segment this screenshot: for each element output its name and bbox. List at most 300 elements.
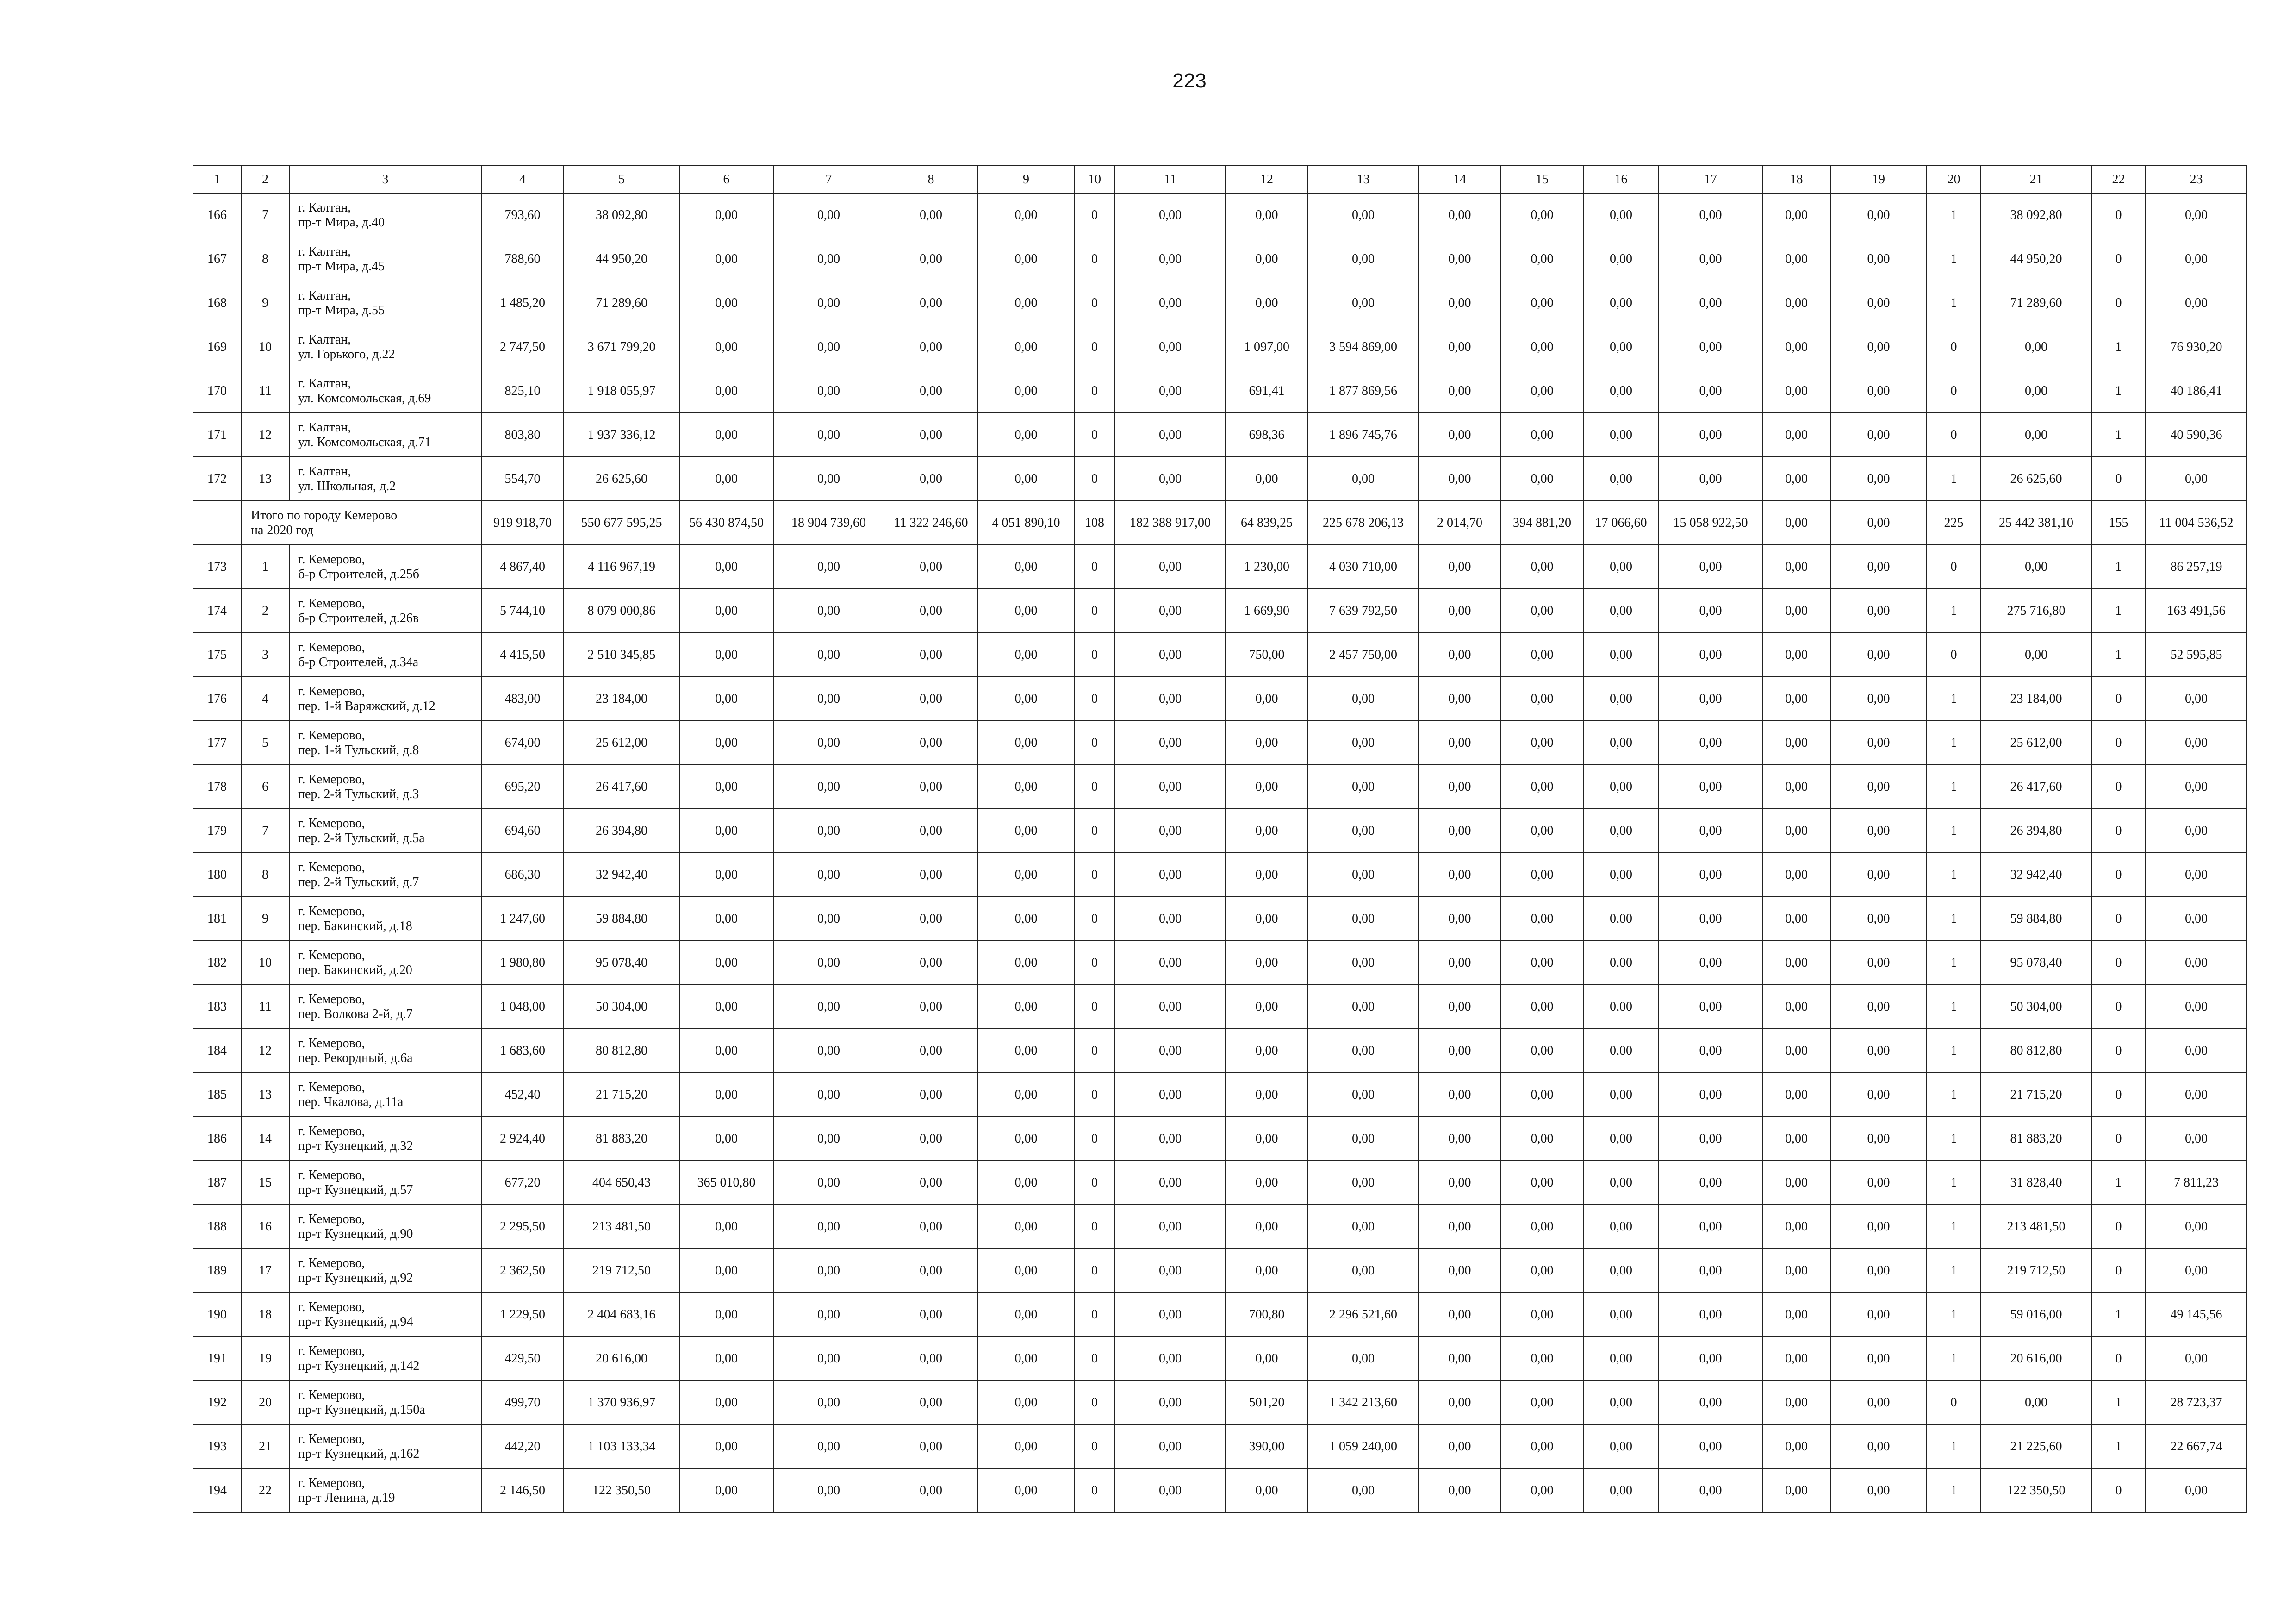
value-cell: 0,00 — [1762, 369, 1830, 413]
value-cell: 0 — [1074, 1380, 1115, 1424]
value-cell: 0,00 — [1981, 633, 2091, 677]
table-row — [193, 1029, 2247, 1073]
value-cell: 0,00 — [1583, 237, 1659, 281]
value-cell: 0,00 — [1115, 1029, 1226, 1073]
value-cell: 0,00 — [1762, 721, 1830, 765]
value-cell: 0 — [1927, 545, 1981, 589]
value-cell: 0,00 — [773, 1161, 884, 1205]
value-cell: 1 048,00 — [481, 985, 564, 1029]
cell-line-1: г. Кемерово, — [298, 1299, 365, 1314]
value-cell: 0 — [2091, 677, 2146, 721]
value-cell: 0,00 — [1583, 853, 1659, 897]
value-cell: 3 594 869,00 — [1308, 325, 1419, 369]
cell-line-2: пр-т Мира, д.45 — [298, 259, 385, 274]
address-cell — [289, 237, 481, 281]
column-header: 5 — [564, 166, 679, 193]
value-cell: 0 — [1074, 985, 1115, 1029]
table-row — [193, 985, 2247, 1029]
value-cell: 0,00 — [773, 413, 884, 457]
value-cell: 0,00 — [2146, 809, 2247, 853]
value-cell: 0,00 — [1583, 677, 1659, 721]
value-cell: 0,00 — [884, 1073, 978, 1117]
value-cell: 0,00 — [1308, 237, 1419, 281]
value-cell: 1 230,00 — [1226, 545, 1308, 589]
value-cell: 0,00 — [1501, 633, 1583, 677]
cell-line-1: г. Кемерово, — [298, 816, 365, 831]
value-cell: 50 304,00 — [564, 985, 679, 1029]
cell-line-2: пер. 2-й Тульский, д.3 — [298, 787, 419, 801]
value-cell: 0,00 — [1308, 809, 1419, 853]
value-cell: 0,00 — [1501, 1249, 1583, 1293]
value-cell: 686,30 — [481, 853, 564, 897]
value-cell: 1 342 213,60 — [1308, 1380, 1419, 1424]
value-cell: 0,00 — [978, 941, 1074, 985]
value-cell: 0,00 — [1830, 1293, 1927, 1337]
value-cell: 0,00 — [1762, 853, 1830, 897]
value-cell: 0,00 — [978, 1205, 1074, 1249]
value-cell: 0,00 — [1583, 281, 1659, 325]
value-cell: 429,50 — [481, 1337, 564, 1380]
row-number-cell: 173 — [193, 545, 241, 589]
value-cell: 0,00 — [679, 897, 773, 941]
value-cell: 7 811,23 — [2146, 1161, 2247, 1205]
value-cell: 1 — [1927, 1117, 1981, 1161]
value-cell: 1 — [1927, 237, 1981, 281]
value-cell: 1 669,90 — [1226, 589, 1308, 633]
cell-line-1: г. Кемерово, — [298, 904, 365, 918]
value-cell: 0,00 — [1583, 633, 1659, 677]
value-cell: 0,00 — [679, 853, 773, 897]
cell-line-1: г. Кемерово, — [298, 640, 365, 655]
value-cell: 0,00 — [884, 1337, 978, 1380]
value-cell: 2 747,50 — [481, 325, 564, 369]
value-cell: 0,00 — [1762, 1205, 1830, 1249]
item-number-cell: 8 — [241, 853, 289, 897]
value-cell: 0,00 — [1762, 633, 1830, 677]
value-cell: 26 394,80 — [1981, 809, 2091, 853]
table-row — [193, 193, 2247, 237]
value-cell: 0,00 — [773, 985, 884, 1029]
value-cell: 0,00 — [1501, 765, 1583, 809]
value-cell: 0,00 — [1659, 413, 1762, 457]
value-cell: 0 — [2091, 1029, 2146, 1073]
value-cell: 0,00 — [679, 721, 773, 765]
column-header: 15 — [1501, 166, 1583, 193]
value-cell: 0,00 — [773, 721, 884, 765]
value-cell: 44 950,20 — [564, 237, 679, 281]
value-cell: 0,00 — [1308, 1161, 1419, 1205]
value-cell: 0,00 — [1659, 1161, 1762, 1205]
value-cell: 2 924,40 — [481, 1117, 564, 1161]
value-cell: 213 481,50 — [564, 1205, 679, 1249]
value-cell: 0,00 — [1762, 809, 1830, 853]
value-cell: 0,00 — [773, 1073, 884, 1117]
value-cell: 1 — [1927, 193, 1981, 237]
value-cell: 0,00 — [1583, 1073, 1659, 1117]
value-cell: 0,00 — [1308, 1249, 1419, 1293]
value-cell: 81 883,20 — [1981, 1117, 2091, 1161]
cell-line-2: пер. Бакинский, д.18 — [298, 918, 412, 933]
table-row — [193, 1468, 2247, 1512]
cell-line-1: г. Кемерово, — [298, 1431, 365, 1446]
value-cell: 59 016,00 — [1981, 1293, 2091, 1337]
cell-line-1: г. Калтан, — [298, 200, 351, 215]
value-cell: 788,60 — [481, 237, 564, 281]
value-cell: 23 184,00 — [1981, 677, 2091, 721]
value-cell: 0,00 — [1501, 677, 1583, 721]
value-cell: 0,00 — [679, 325, 773, 369]
item-number-cell: 9 — [241, 897, 289, 941]
row-number-cell: 192 — [193, 1380, 241, 1424]
value-cell: 0,00 — [1115, 1293, 1226, 1337]
address-cell — [289, 765, 481, 809]
value-cell: 26 625,60 — [564, 457, 679, 501]
value-cell: 0,00 — [1830, 1249, 1927, 1293]
value-cell: 0,00 — [679, 1249, 773, 1293]
value-cell: 0,00 — [1830, 1424, 1927, 1468]
value-cell: 0,00 — [1115, 853, 1226, 897]
value-cell: 86 257,19 — [2146, 545, 2247, 589]
value-cell: 0,00 — [1115, 941, 1226, 985]
value-cell: 0,00 — [1308, 677, 1419, 721]
value-cell: 0,00 — [1830, 413, 1927, 457]
value-cell: 452,40 — [481, 1073, 564, 1117]
value-cell: 0,00 — [1115, 369, 1226, 413]
page-number: 223 — [1172, 69, 1207, 92]
address-cell — [289, 721, 481, 765]
value-cell: 0,00 — [1501, 413, 1583, 457]
row-number-cell: 179 — [193, 809, 241, 853]
value-cell: 0,00 — [1226, 941, 1308, 985]
value-cell: 40 186,41 — [2146, 369, 2247, 413]
address-cell — [289, 193, 481, 237]
value-cell: 0,00 — [1308, 1337, 1419, 1380]
value-cell: 0,00 — [1830, 853, 1927, 897]
value-cell: 0,00 — [1115, 1468, 1226, 1512]
cell-line-2: пр-т Кузнецкий, д.32 — [298, 1138, 413, 1153]
value-cell: 0,00 — [1115, 457, 1226, 501]
value-cell: 0,00 — [1115, 1337, 1226, 1380]
value-cell: 0,00 — [1583, 721, 1659, 765]
value-cell: 0,00 — [1659, 941, 1762, 985]
item-number-cell: 3 — [241, 633, 289, 677]
value-cell: 0,00 — [1830, 633, 1927, 677]
value-cell: 0,00 — [679, 1468, 773, 1512]
address-cell — [289, 1117, 481, 1161]
value-cell: 0,00 — [1226, 1249, 1308, 1293]
value-cell: 0,00 — [884, 1468, 978, 1512]
value-cell: 0 — [2091, 721, 2146, 765]
value-cell: 0,00 — [1659, 985, 1762, 1029]
value-cell: 0 — [1927, 633, 1981, 677]
value-cell: 0 — [1074, 1029, 1115, 1073]
value-cell: 0,00 — [773, 633, 884, 677]
value-cell: 0,00 — [773, 853, 884, 897]
value-cell: 0 — [1927, 325, 1981, 369]
value-cell: 0,00 — [1659, 1337, 1762, 1380]
value-cell: 0,00 — [773, 369, 884, 413]
value-cell: 0,00 — [1115, 589, 1226, 633]
value-cell: 0,00 — [773, 237, 884, 281]
column-header: 20 — [1927, 166, 1981, 193]
item-number-cell: 2 — [241, 589, 289, 633]
table-row — [193, 1117, 2247, 1161]
value-cell: 5 744,10 — [481, 589, 564, 633]
value-cell: 695,20 — [481, 765, 564, 809]
value-cell: 0,00 — [1419, 897, 1501, 941]
column-header: 8 — [884, 166, 978, 193]
item-number-cell: 12 — [241, 413, 289, 457]
value-cell: 0,00 — [884, 1029, 978, 1073]
table-row — [193, 633, 2247, 677]
value-cell: 0 — [1074, 1205, 1115, 1249]
value-cell: 0 — [1074, 413, 1115, 457]
value-cell: 0,00 — [978, 1337, 1074, 1380]
value-cell: 0,00 — [1830, 1161, 1927, 1205]
value-cell: 2 362,50 — [481, 1249, 564, 1293]
value-cell: 0,00 — [1583, 985, 1659, 1029]
total-value-cell: 11 004 536,52 — [2146, 501, 2247, 545]
table-row — [193, 589, 2247, 633]
value-cell: 0,00 — [1419, 765, 1501, 809]
value-cell: 8 079 000,86 — [564, 589, 679, 633]
value-cell: 2 296 521,60 — [1308, 1293, 1419, 1337]
value-cell: 0,00 — [1226, 765, 1308, 809]
column-header: 1 — [193, 166, 241, 193]
value-cell: 1 — [2091, 369, 2146, 413]
cell-line-2: пр-т Кузнецкий, д.57 — [298, 1182, 413, 1197]
table-row — [193, 809, 2247, 853]
cell-line-1: Итого по городу Кемерово — [251, 508, 398, 523]
value-cell: 0,00 — [1583, 545, 1659, 589]
value-cell: 0,00 — [1501, 941, 1583, 985]
value-cell: 0,00 — [884, 325, 978, 369]
value-cell: 0,00 — [1419, 1029, 1501, 1073]
value-cell: 0 — [1074, 1249, 1115, 1293]
value-cell: 0,00 — [884, 677, 978, 721]
item-number-cell: 22 — [241, 1468, 289, 1512]
total-value-cell: 56 430 874,50 — [679, 501, 773, 545]
cell-line-1: г. Кемерово, — [298, 1124, 365, 1138]
total-value-cell: 550 677 595,25 — [564, 501, 679, 545]
cell-line-1: г. Кемерово, — [298, 684, 365, 699]
cell-line-2: пр-т Ленина, д.19 — [298, 1490, 395, 1505]
value-cell: 26 417,60 — [1981, 765, 2091, 809]
total-value-cell: 11 322 246,60 — [884, 501, 978, 545]
value-cell: 95 078,40 — [564, 941, 679, 985]
value-cell: 0,00 — [1501, 1424, 1583, 1468]
row-number-cell: 190 — [193, 1293, 241, 1337]
value-cell: 0,00 — [1419, 413, 1501, 457]
value-cell: 0,00 — [679, 1117, 773, 1161]
cell-line-2: ул. Комсомольская, д.71 — [298, 435, 431, 450]
value-cell: 0 — [2091, 237, 2146, 281]
value-cell: 0,00 — [1308, 1117, 1419, 1161]
value-cell: 0,00 — [679, 633, 773, 677]
value-cell: 0,00 — [1308, 985, 1419, 1029]
cell-line-2: пер. Чкалова, д.11а — [298, 1094, 404, 1109]
value-cell: 0 — [2091, 897, 2146, 941]
value-cell: 0,00 — [1981, 325, 2091, 369]
value-cell: 0,00 — [2146, 1029, 2247, 1073]
column-header: 22 — [2091, 166, 2146, 193]
cell-line-1: г. Кемерово, — [298, 772, 365, 787]
total-value-cell: 25 442 381,10 — [1981, 501, 2091, 545]
value-cell: 0,00 — [1762, 765, 1830, 809]
value-cell: 0,00 — [1762, 1337, 1830, 1380]
value-cell: 0 — [1074, 853, 1115, 897]
cell-line-1: г. Кемерово, — [298, 1475, 365, 1490]
value-cell: 0,00 — [1226, 1117, 1308, 1161]
value-cell: 404 650,43 — [564, 1161, 679, 1205]
value-cell: 0,00 — [1115, 325, 1226, 369]
total-value-cell: 4 051 890,10 — [978, 501, 1074, 545]
value-cell: 2 510 345,85 — [564, 633, 679, 677]
value-cell: 0,00 — [1583, 1117, 1659, 1161]
value-cell: 1 — [1927, 1205, 1981, 1249]
column-header: 16 — [1583, 166, 1659, 193]
value-cell: 0,00 — [1115, 809, 1226, 853]
value-cell: 0,00 — [884, 413, 978, 457]
value-cell: 0,00 — [978, 1117, 1074, 1161]
value-cell: 275 716,80 — [1981, 589, 2091, 633]
value-cell: 0,00 — [1762, 281, 1830, 325]
value-cell: 0,00 — [679, 1380, 773, 1424]
value-cell: 499,70 — [481, 1380, 564, 1424]
value-cell: 0,00 — [773, 1249, 884, 1293]
value-cell: 0,00 — [1501, 589, 1583, 633]
cell-line-2: пер. 2-й Тульский, д.7 — [298, 874, 419, 889]
value-cell: 0 — [2091, 1468, 2146, 1512]
cell-line-1: г. Калтан, — [298, 420, 351, 435]
value-cell: 0,00 — [2146, 1205, 2247, 1249]
value-cell: 0,00 — [1419, 589, 1501, 633]
value-cell: 0,00 — [1308, 281, 1419, 325]
item-number-cell: 7 — [241, 193, 289, 237]
address-cell — [289, 677, 481, 721]
value-cell: 50 304,00 — [1981, 985, 2091, 1029]
value-cell: 0,00 — [1419, 1337, 1501, 1380]
value-cell: 0,00 — [1830, 193, 1927, 237]
cell-line-2: ул. Горького, д.22 — [298, 347, 395, 362]
value-cell: 0,00 — [1226, 1161, 1308, 1205]
empty-cell — [193, 501, 241, 545]
value-cell: 1 097,00 — [1226, 325, 1308, 369]
value-cell: 0,00 — [679, 985, 773, 1029]
value-cell: 1 — [2091, 1424, 2146, 1468]
row-number-cell: 191 — [193, 1337, 241, 1380]
item-number-cell: 9 — [241, 281, 289, 325]
value-cell: 0,00 — [978, 413, 1074, 457]
cell-line-1: г. Калтан, — [298, 376, 351, 391]
table-row — [193, 281, 2247, 325]
address-cell — [289, 369, 481, 413]
address-cell — [289, 281, 481, 325]
value-cell: 1 683,60 — [481, 1029, 564, 1073]
total-value-cell: 919 918,70 — [481, 501, 564, 545]
value-cell: 23 184,00 — [564, 677, 679, 721]
value-cell: 0,00 — [1308, 941, 1419, 985]
value-cell: 1 — [1927, 1468, 1981, 1512]
value-cell: 1 059 240,00 — [1308, 1424, 1419, 1468]
value-cell: 0,00 — [1419, 1424, 1501, 1468]
value-cell: 0,00 — [1115, 1380, 1226, 1424]
value-cell: 0,00 — [2146, 1337, 2247, 1380]
value-cell: 0,00 — [2146, 677, 2247, 721]
column-header: 7 — [773, 166, 884, 193]
value-cell: 0,00 — [1762, 325, 1830, 369]
column-header: 2 — [241, 166, 289, 193]
cell-line-2: пр-т Кузнецкий, д.150а — [298, 1402, 425, 1417]
value-cell: 0 — [1074, 369, 1115, 413]
value-cell: 0,00 — [1659, 325, 1762, 369]
cell-line-2: пр-т Кузнецкий, д.90 — [298, 1226, 413, 1241]
table-row — [193, 677, 2247, 721]
value-cell: 163 491,56 — [2146, 589, 2247, 633]
value-cell: 0,00 — [1226, 985, 1308, 1029]
value-cell: 694,60 — [481, 809, 564, 853]
value-cell: 554,70 — [481, 457, 564, 501]
cell-line-2: ул. Комсомольская, д.69 — [298, 391, 431, 406]
cell-line-1: г. Кемерово, — [298, 1080, 365, 1094]
value-cell: 0,00 — [884, 765, 978, 809]
cell-line-1: г. Кемерово, — [298, 1387, 365, 1402]
row-number-cell: 187 — [193, 1161, 241, 1205]
value-cell: 71 289,60 — [564, 281, 679, 325]
value-cell: 0,00 — [1501, 1337, 1583, 1380]
value-cell: 1 — [1927, 941, 1981, 985]
value-cell: 825,10 — [481, 369, 564, 413]
value-cell: 0,00 — [978, 1073, 1074, 1117]
value-cell: 0,00 — [1308, 897, 1419, 941]
value-cell: 0,00 — [1419, 1073, 1501, 1117]
row-number-cell: 172 — [193, 457, 241, 501]
value-cell: 49 145,56 — [2146, 1293, 2247, 1337]
value-cell: 0,00 — [1419, 281, 1501, 325]
column-header: 6 — [679, 166, 773, 193]
value-cell: 0,00 — [1308, 853, 1419, 897]
value-cell: 1 918 055,97 — [564, 369, 679, 413]
value-cell: 0,00 — [1583, 1380, 1659, 1424]
value-cell: 0,00 — [679, 589, 773, 633]
value-cell: 0,00 — [1583, 369, 1659, 413]
value-cell: 0,00 — [1830, 1337, 1927, 1380]
value-cell: 0,00 — [1762, 1117, 1830, 1161]
value-cell: 0,00 — [1583, 413, 1659, 457]
cell-line-2: б-р Строителей, д.26в — [298, 611, 419, 625]
value-cell: 0,00 — [1830, 1029, 1927, 1073]
cell-line-1: г. Калтан, — [298, 244, 351, 259]
address-cell — [289, 413, 481, 457]
value-cell: 0,00 — [773, 941, 884, 985]
value-cell: 0 — [1074, 545, 1115, 589]
value-cell: 0,00 — [884, 545, 978, 589]
value-cell: 0,00 — [1308, 765, 1419, 809]
value-cell: 0,00 — [1115, 1424, 1226, 1468]
column-header: 18 — [1762, 166, 1830, 193]
value-cell: 0,00 — [1762, 413, 1830, 457]
value-cell: 0,00 — [978, 589, 1074, 633]
total-value-cell: 64 839,25 — [1226, 501, 1308, 545]
value-cell: 0,00 — [1830, 369, 1927, 413]
address-cell — [289, 897, 481, 941]
total-value-cell: 18 904 739,60 — [773, 501, 884, 545]
cell-line-2: пер. Рекордный, д.6а — [298, 1050, 413, 1065]
value-cell: 0,00 — [1115, 281, 1226, 325]
value-cell: 0,00 — [1419, 721, 1501, 765]
row-number-cell: 184 — [193, 1029, 241, 1073]
value-cell: 0 — [1074, 237, 1115, 281]
